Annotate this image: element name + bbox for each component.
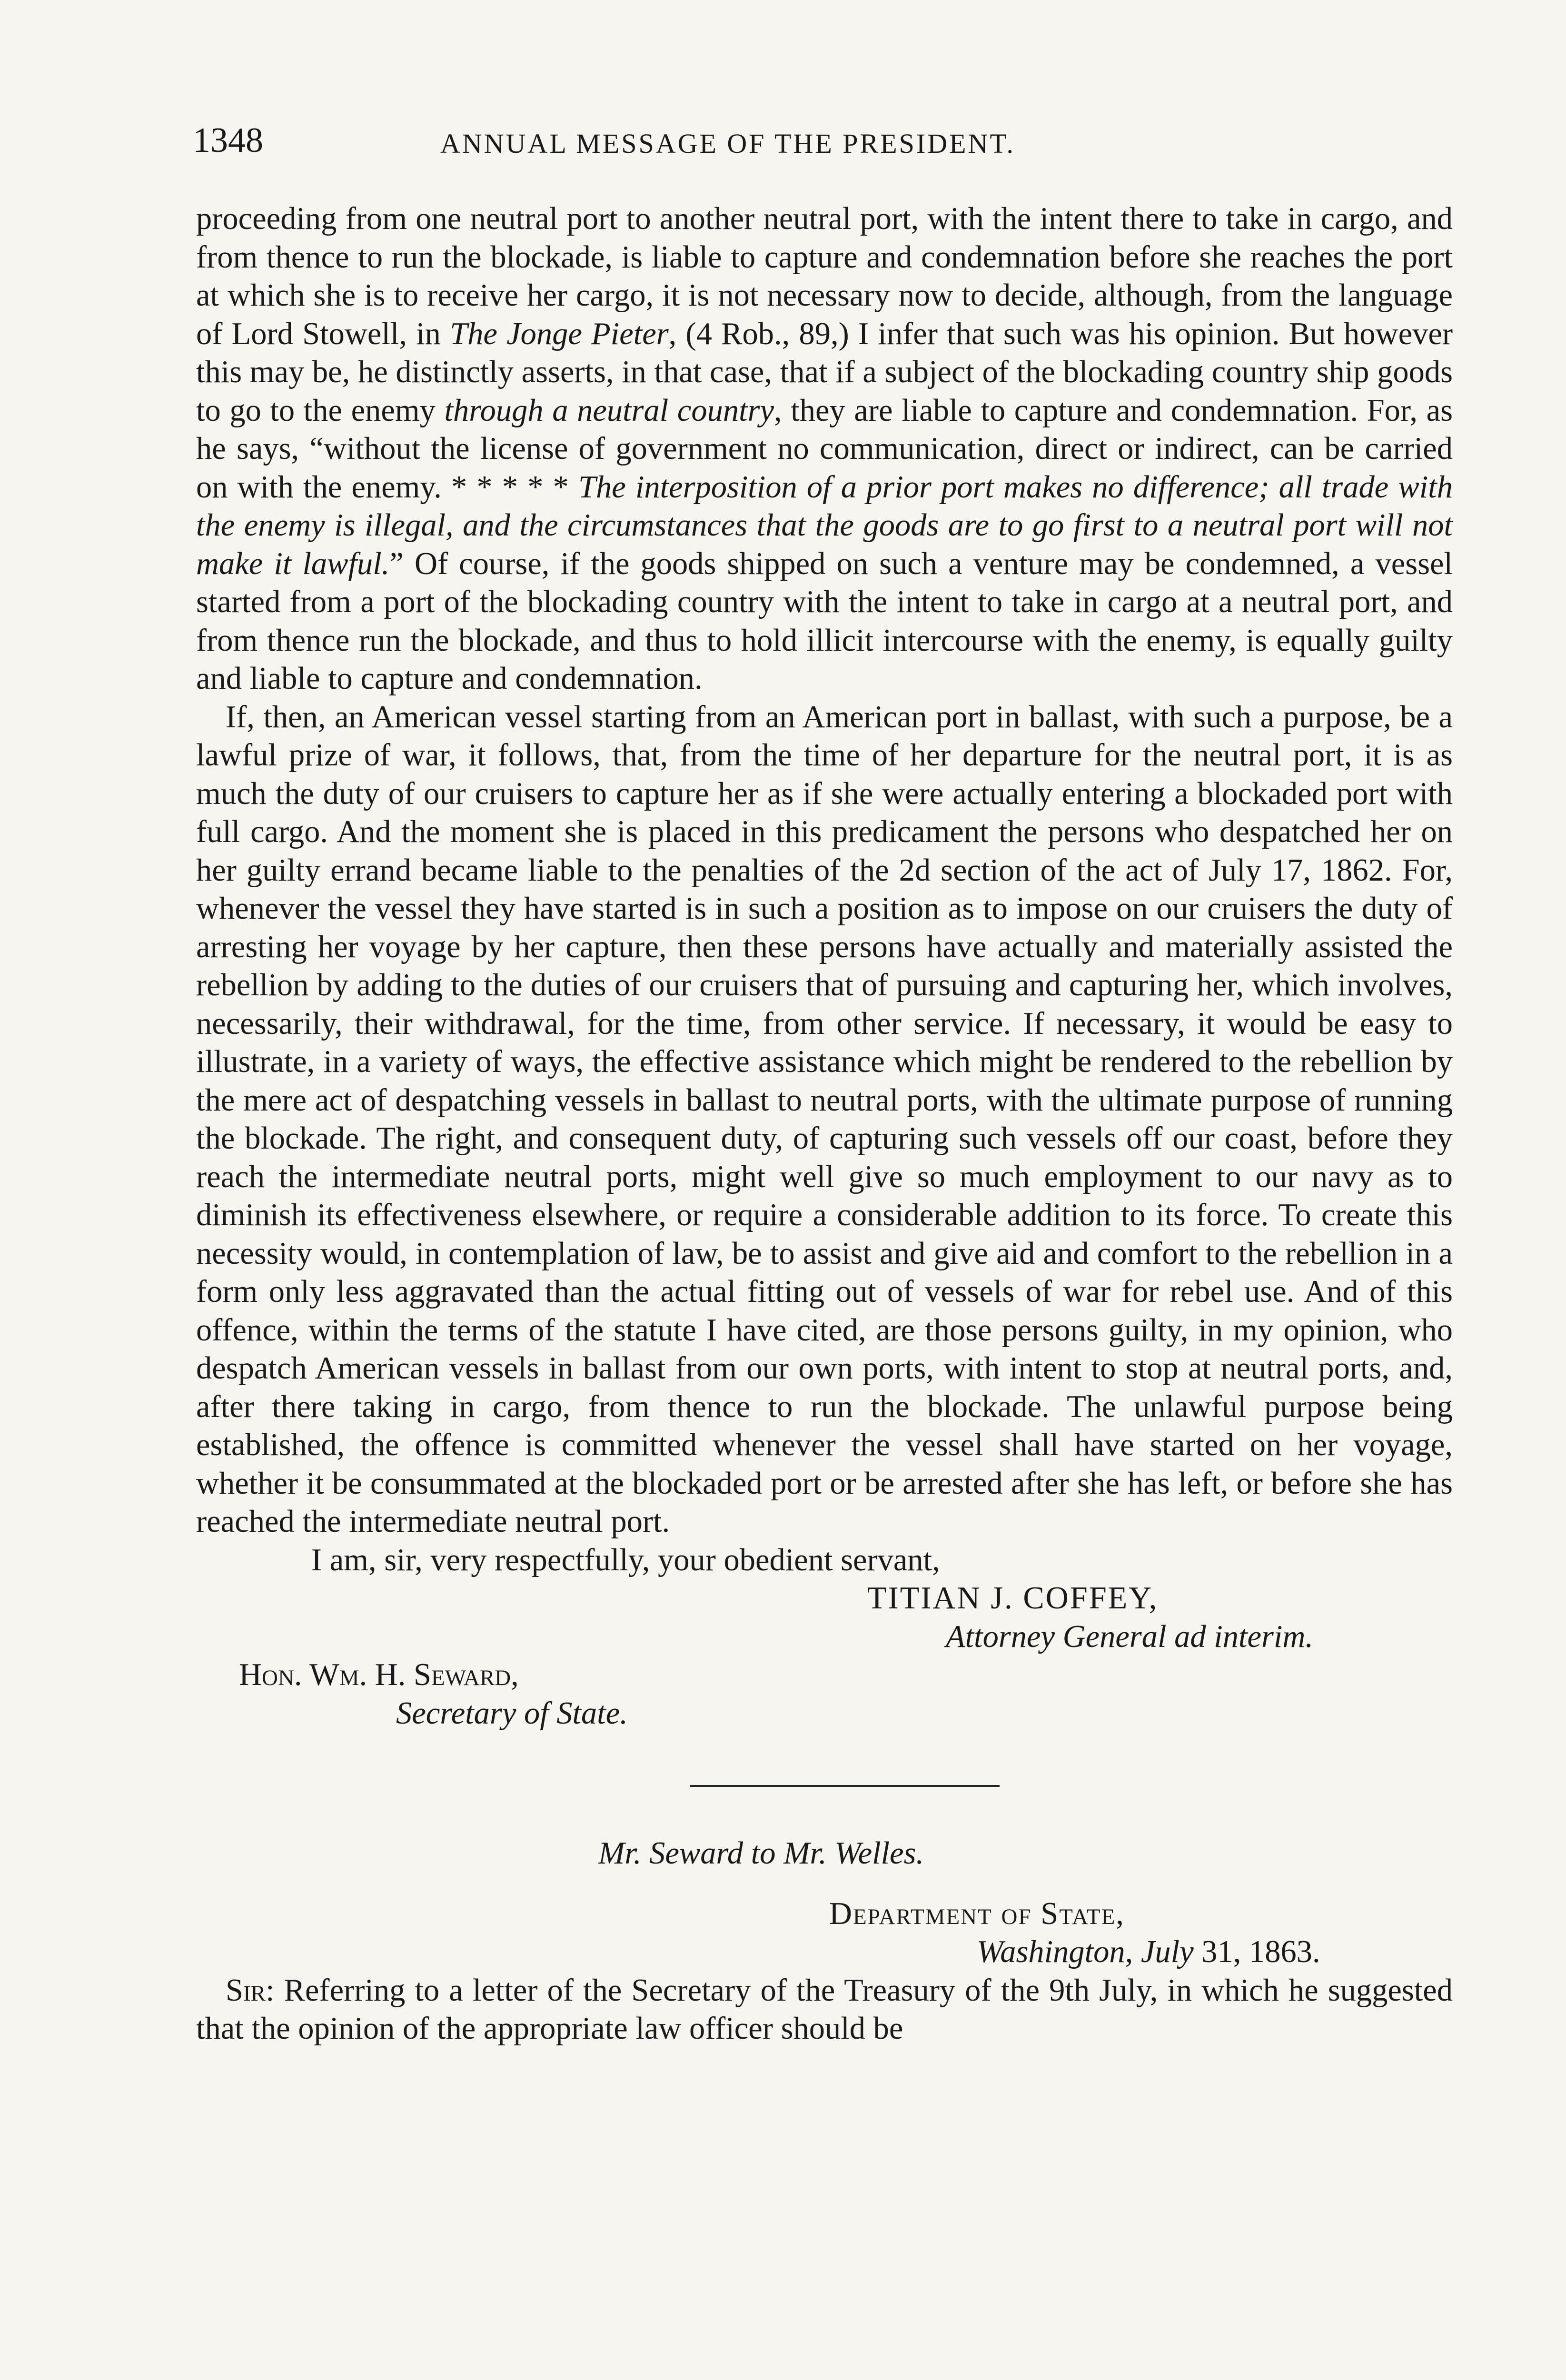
section-divider	[690, 1785, 1000, 1787]
running-title: ANNUAL MESSAGE OF THE PRESIDENT.	[440, 128, 1016, 159]
complimentary-close: I am, sir, very respectfully, your obedient servant,	[311, 1542, 940, 1577]
place-date-line	[196, 1933, 1453, 1972]
addressee-name: Hon. Wm. H. Seward,	[239, 1657, 519, 1692]
signer-title: Attorney General ad interim.	[946, 1619, 1313, 1654]
body-text	[196, 200, 1453, 2048]
signer-name: TITIAN J. COFFEY,	[867, 1581, 1159, 1616]
opening-text: : Referring to a letter of the Secretary of the Treasury of the 9th July, in which he suggested that the opinion of the appropriate law officer should be	[196, 1973, 1453, 2046]
text-run: , (4 Rob., 89,) I infer that such was his opinion. But however this may be, he distinctly asserts, in that case, that if a subject of the blockading country ship goods to go to the enemy	[196, 316, 1453, 428]
paragraph-continuation	[196, 200, 1453, 698]
addressee-title: Secretary of State.	[396, 1696, 628, 1731]
running-head	[193, 121, 1454, 164]
italic-run: through a neutral country	[444, 393, 774, 428]
department-line: Department of State,	[829, 1896, 1125, 1931]
text-run: ” Of course, if the goods shipped on such a venture may be condemned, a vessel started from a port of the blockading country with the intent to take in cargo at a neutral port, and from thence run the blockade, and thus to hold illicit intercourse with the enemy, is equally guilty and liable to capture and condemnation.	[196, 546, 1453, 696]
date: 31, 1863.	[1193, 1934, 1320, 1969]
place: Washington, July	[977, 1934, 1194, 1969]
paragraph-american-vessel: If, then, an American vessel starting from an American port in ballast, with such a purpose, be a lawful prize of war, it follows, that, from the time of her departure for the neutral port, it is as much the duty of our cruisers to capture her as if she were actually entering a blockaded port with full cargo. And the moment she is placed in this predicament the persons who despatched her on her guilty errand became liable to the penalties of the 2d section of the act of July 17, 1862. For, whenever the vessel they have started is in such a position as to impose on our cruisers the duty of arresting her voyage by her capture, then these persons have actually and materially assisted the rebellion by adding to the duties of our cruisers that of pursuing and capturing her, which involves, necessarily, their withdrawal, for the time, from other service. If necessary, it would be easy to illustrate, in a variety of ways, the effective assistance which might be rendered to the rebellion by the mere act of despatching vessels in ballast to neutral ports, with the ultimate purpose of running the blockade. The right, and consequent duty, of capturing such vessels off our coast, before they reach the intermediate neutral ports, might well give so much employment to our navy as to diminish its effectiveness elsewhere, or require a considerable addition to its force. To create this necessity would, in contemplation of law, be to assist and give aid and comfort to the rebellion in a form only less aggravated than the actual fitting out of vessels of war for rebel use. And of this offence, within the terms of the statute I have cited, are those persons guilty, in my opinion, who despatch American vessels in ballast from our own ports, with intent to stop at neutral ports, and, after there taking in cargo, from thence to run the blockade. The unlawful purpose being established, the offence is committed whenever the vessel shall have started on her voyage, whether it be consummated at the blockaded port or be arrested after she has left, or before she has reached the intermediate neutral port.	[196, 699, 1453, 1539]
text-run: , they are liable to capture and condemnation. For, as he says, “without the license of government no communication, direct or indirect, can be carried on with the enemy. * * * * *	[196, 393, 1453, 505]
salutation: Sir	[226, 1973, 266, 2008]
letter-heading: Mr. Seward to Mr. Welles.	[598, 1836, 924, 1871]
italic-run: The Jonge Pieter	[450, 316, 669, 351]
italic-run: The interposition of a prior port makes no difference; all trade with the enemy is illegal, and the circumstances that the goods are to go first to a neutral port will not make it lawful.	[196, 469, 1453, 581]
text-run: proceeding from one neutral port to another neutral port, with the intent there to take in cargo, and from thence to run the blockade, is liable to capture and condemnation before she reaches the port at which she is to receive her cargo, it is not necessary now to decide, although, from the language of Lord Stowell, in	[196, 201, 1453, 351]
letter-opening	[196, 1972, 1453, 2048]
page-number: 1348	[193, 121, 263, 160]
